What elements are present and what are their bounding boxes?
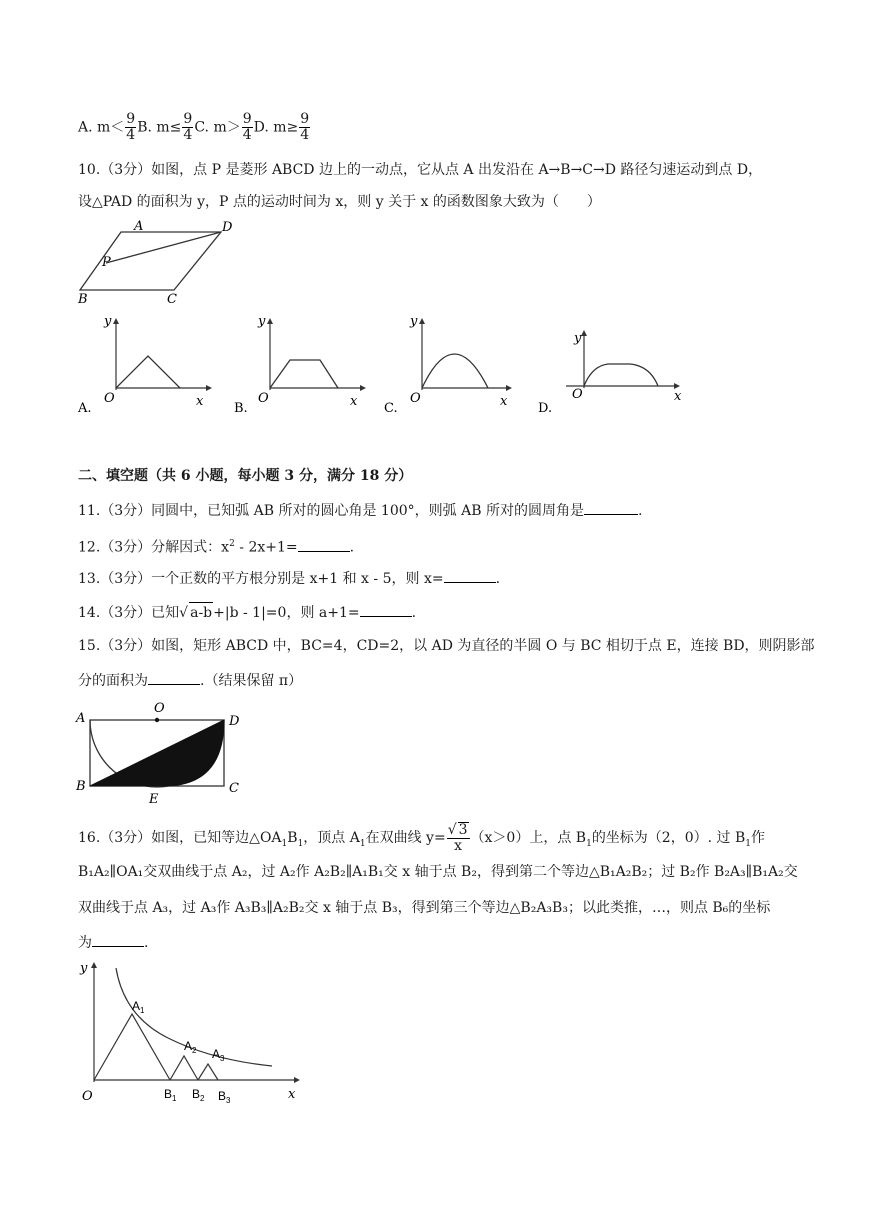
q16-line4: 为 . bbox=[78, 932, 148, 953]
q16-line2: B₁A₂∥OA₁交双曲线于点 A₂，过 A₂作 A₂B₂∥A₁B₁交 x 轴于点 B₂，得到第二个等边△B₁A₂B₂；过 B₂作 B₂A₃∥B₁A₂交 bbox=[78, 864, 798, 880]
svg-text:x: x bbox=[350, 394, 358, 409]
q14: 14.（3分）已知√ a-b+|b - 1|=0，则 a+1= . bbox=[78, 602, 416, 623]
q16-line1: 16.（3分）如图，已知等边$\triangle OA_1B_1$，顶点 $A_1$在双曲线 y= $\frac{√ 3}{x}$ （x＞0）上，点 $B_1$的坐标为（2，0）. 过 $B_1$作 bbox=[78, 822, 765, 854]
q9-option-a: A. m＜ bbox=[78, 119, 125, 136]
svg-text:A3: $A_3$ bbox=[212, 1047, 225, 1063]
fraction: $\frac{9}{4}$ bbox=[300, 111, 310, 143]
answer-blank bbox=[360, 602, 412, 617]
svg-text:E: E bbox=[149, 792, 159, 807]
answer-blank bbox=[298, 537, 350, 552]
svg-text:B1: $B_1$ bbox=[164, 1087, 177, 1103]
hyperbola-triangles-figure bbox=[72, 958, 312, 1106]
svg-text:x: x bbox=[288, 1087, 296, 1102]
svg-text:B3: $B_3$ bbox=[218, 1089, 231, 1105]
q11: 11.（3分）同圆中，已知弧 AB 所对的圆心角是 100°，则弧 AB 所对的圆周角是 . bbox=[78, 500, 642, 521]
label-a: A bbox=[134, 219, 144, 234]
svg-text:y: y bbox=[258, 314, 266, 329]
q15-line1: 15.（3分）如图，矩形 ABCD 中，BC=4，CD=2，以 AD 为直径的半圆 O 与 BC 相切于点 E，连接 BD，则阴影部 bbox=[78, 638, 815, 654]
q9-option-b: B. m≤ bbox=[137, 119, 182, 136]
q16-line3: 双曲线于点 A₃，过 A₃作 A₃B₃∥A₂B₂交 x 轴于点 B₃，得到第三个等边△B₂A₃B₃；以此类推，…，则点 B₆的坐标 bbox=[78, 900, 771, 916]
fraction: $\frac{9}{4}$ bbox=[242, 111, 252, 143]
q9-option-d: D. m≥ bbox=[253, 119, 299, 136]
q13: 13.（3分）一个正数的平方根分别是 x+1 和 x - 5，则 x= . bbox=[78, 568, 500, 589]
option-a-graph bbox=[76, 310, 216, 414]
answer-blank bbox=[444, 568, 496, 583]
svg-text:y: y bbox=[104, 314, 112, 329]
svg-text:x: x bbox=[500, 394, 508, 409]
svg-text:B: B bbox=[76, 779, 86, 794]
svg-text:y: y bbox=[574, 331, 582, 346]
label-p: P bbox=[102, 255, 111, 270]
label-b: B bbox=[78, 292, 88, 306]
answer-blank bbox=[148, 670, 200, 685]
q9-options bbox=[78, 112, 311, 143]
option-b-label: B. bbox=[234, 401, 248, 414]
option-d-graph bbox=[536, 324, 696, 414]
svg-text:y: y bbox=[410, 314, 418, 329]
svg-text:A1: $A_1$ bbox=[132, 999, 145, 1015]
rhombus-figure bbox=[76, 218, 246, 306]
svg-text:O: O bbox=[572, 387, 583, 402]
svg-text:O: O bbox=[104, 391, 115, 406]
answer-blank bbox=[92, 932, 144, 947]
svg-text:O: O bbox=[258, 391, 269, 406]
rectangle-semicircle-figure bbox=[74, 698, 254, 808]
option-b-graph bbox=[232, 310, 372, 414]
q9-option-c: C. m＞ bbox=[194, 119, 241, 136]
section-2-title: 二、填空题（共 6 小题，每小题 3 分，满分 18 分） bbox=[78, 468, 413, 484]
label-c: C bbox=[167, 292, 177, 306]
option-c-label: C. bbox=[384, 401, 398, 414]
label-d: D bbox=[222, 220, 233, 235]
svg-text:O: O bbox=[82, 1089, 93, 1104]
q15-line2: 分的面积为 .（结果保留 π） bbox=[78, 670, 302, 691]
fraction: $\frac{9}{4}$ bbox=[126, 111, 136, 143]
option-d-label: D. bbox=[538, 401, 553, 414]
svg-text:O: O bbox=[410, 391, 421, 406]
svg-text:O: O bbox=[154, 701, 165, 716]
svg-text:A2: $A_2$ bbox=[184, 1039, 197, 1055]
svg-text:y: y bbox=[80, 961, 88, 976]
svg-text:D: D bbox=[229, 714, 240, 729]
svg-text:C: C bbox=[229, 781, 239, 796]
option-a-label: A. bbox=[78, 401, 92, 414]
q12: 12.（3分）分解因式：$x^2 - 2x+1=$ . bbox=[78, 534, 354, 558]
fraction: $\frac{9}{4}$ bbox=[183, 111, 193, 143]
svg-text:B2: $B_2$ bbox=[192, 1087, 205, 1103]
svg-text:x: x bbox=[196, 394, 204, 409]
q10-line2: 设△PAD 的面积为 y，P 点的运动时间为 x，则 y 关于 x 的函数图象大致为（ ） bbox=[78, 194, 601, 210]
svg-text:A: A bbox=[76, 711, 86, 726]
svg-text:x: x bbox=[674, 389, 682, 404]
answer-blank bbox=[584, 500, 638, 515]
fraction: $\frac{√ 3}{x}$ bbox=[447, 822, 468, 854]
option-c-graph bbox=[382, 310, 522, 414]
q10-line1: 10.（3分）如图，点 P 是菱形 ABCD 边上的一动点，它从点 A 出发沿在 A→B→C→D 路径匀速运动到点 D， bbox=[78, 162, 763, 178]
